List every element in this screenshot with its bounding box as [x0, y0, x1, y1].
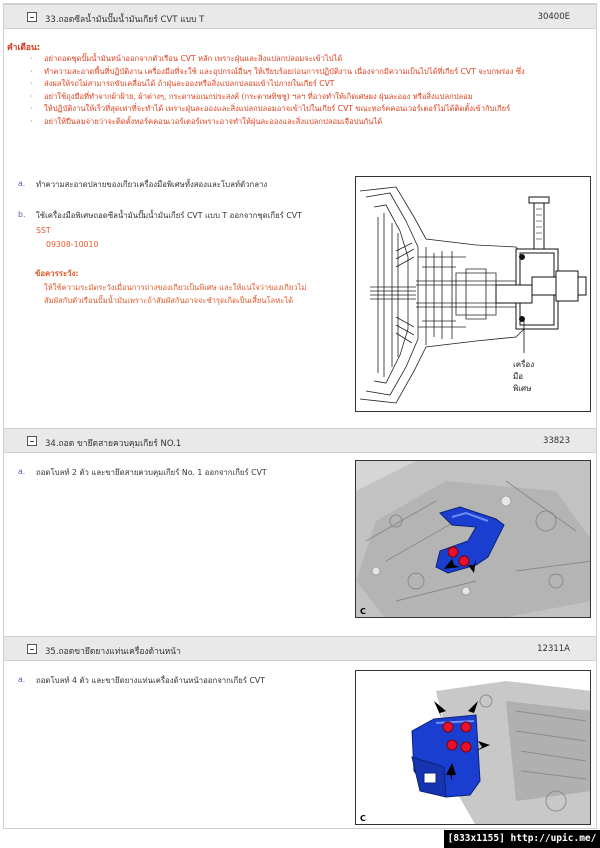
- transmission-photo-render: [356, 461, 591, 618]
- warning-item: · อย่าถอดชุดปั๊มน้ำมันหน้าออกจากตัวเรือน CVT หลัก เพราะฝุ่นและสิ่งแปลกปลอมจะเข้าไปได้: [30, 53, 596, 66]
- warning-item: · อย่าให้ปืนลมจ่ายว่าจะติดตั้งทอร์คคอนเวอร์เตอร์เพราะอาจทำให้ฝุ่นละอองและสิ่งแปลกปลอมเจือปนกันได้: [30, 116, 596, 129]
- figure-engine-mount-bracket: [355, 670, 591, 825]
- step-label: a.: [18, 179, 26, 188]
- caution-line: สัมผัสกับตัวเรือนปั๊มน้ำมันเพราะถ้าสัมผัสกันอาจจะชำรุดเกิดเป็นเสี้ยนโลหะได้: [44, 295, 294, 305]
- section-header-33: [4, 4, 596, 29]
- step-text: ถอดโบลท์ 4 ตัว และขายึดยางแท่นเครื่องด้านหน้าออกจากเกียร์ CVT: [36, 676, 266, 685]
- caution-title: ข้อควรระวัง:: [35, 269, 79, 278]
- sst-label: SST: [36, 226, 51, 235]
- mount-bracket-render: [356, 671, 591, 825]
- image-host-footer: [833x1155] http://upic.me/: [444, 830, 600, 848]
- section-code: 12311A: [537, 644, 570, 654]
- step-label: b.: [18, 210, 26, 219]
- warning-item: · ทำความสะอาดพื้นที่ปฏิบัติงาน เครื่องมือที่จะใช้ และอุปกรณ์อื่นๆ ให้เรียบร้อยก่อนการปฏิบัติงาน เนื่องจากมีความเป็นไปได้ที่เกียร์ CVT จะบกพร่อง ซึ่ง: [30, 66, 596, 79]
- tool-label-line2: มือ: [513, 372, 524, 381]
- step-text: ทำความสะอาดปลายของเกียวเครื่องมือพิเศษทั้งสองและโบลท์ตัวกลาง: [36, 180, 268, 189]
- step-label: a.: [18, 675, 26, 684]
- section-code: 33823: [542, 436, 570, 446]
- collapse-icon[interactable]: [27, 12, 37, 22]
- caution-text: [44, 282, 306, 307]
- warning-item: · ส่งผลให้รถไม่สามารถขับเคลื่อนได้ ถ้าฝุ่นละอองหรือสิ่งแปลกปลอมเข้าไปภายในเกียร์ CVT: [30, 78, 596, 91]
- tool-label-line1: เครื่อง: [513, 360, 535, 369]
- figure-sst-puller: [355, 176, 591, 412]
- section-title: 33.ถอดซีลน้ำมันปั๊มน้ำมันเกียร์ CVT แบบ T: [45, 15, 205, 25]
- transmission-cross-section-drawing: [356, 177, 591, 412]
- section-code: 30400E: [537, 12, 570, 22]
- warning-title: คำเตือน:: [7, 43, 41, 53]
- step-text: ถอดโบลท์ 2 ตัว และขายึดสายควบคุมเกียร์ No. 1 ออกจากเกียร์ CVT: [36, 468, 267, 477]
- section-title: 35.ถอดขายึดยางแท่นเครื่องด้านหน้า: [45, 647, 181, 657]
- figure-shift-cable-bracket: [355, 460, 591, 618]
- step-text: ใช้เครื่องมือพิเศษถอดซีลน้ำมันปั๊มน้ำมันเกียร์ CVT แบบ T ออกจากชุดเกียร์ CVT: [36, 211, 302, 220]
- step-label: a.: [18, 467, 26, 476]
- section-title: 34.ถอด ขายึดสายควบคุมเกียร์ NO.1: [45, 439, 182, 449]
- figure-corner-label: C: [360, 607, 366, 616]
- collapse-icon[interactable]: [27, 436, 37, 446]
- sst-number: 09308-10010: [46, 240, 99, 249]
- warning-item: · อย่าใช้ถุงมือที่ทำจากผ้าฝ้าย, ผ้าต่างๆ, กระดาษอเนกประสงค์ (กระดาษทิชชู) ฯลฯ ที่อาจทำให้เกิดเศษผง ฝุ่นละออง หรือสิ่งแปลกปลอม: [30, 91, 596, 104]
- caution-line: ให้ใช้ความระมัดระวังเมื่อนการถ่างของเกียวเป็นพิเศษ และให้แน่ใจว่าของเกียวไม่: [44, 283, 307, 292]
- section-header-34: [4, 428, 596, 453]
- warning-item: · ให้ปฏิบัติงานให้เร็วที่สุดเท่าที่จะทำได้ เพราะฝุ่นละอองและสิ่งแปลกปลอมอาจเข้าไปในเกียร์ CVT ขณะทอร์คคอนเวอร์เตอร์ไม่ได้ติดตั้งเข้ากับเกียร์: [30, 103, 596, 116]
- section-header-35: [4, 636, 596, 661]
- tool-label-line3: พิเศษ: [513, 384, 532, 393]
- figure-corner-label: C: [360, 814, 366, 823]
- warning-list: [30, 53, 596, 129]
- collapse-icon[interactable]: [27, 644, 37, 654]
